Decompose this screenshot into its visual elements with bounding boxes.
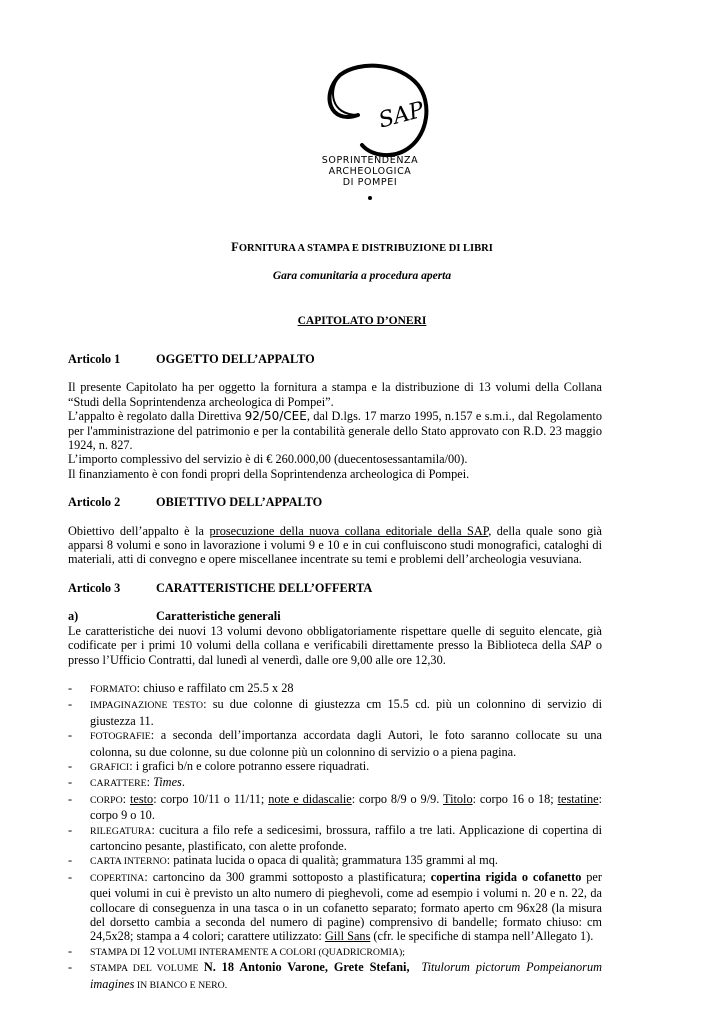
list-item-impaginazione [68, 697, 602, 728]
corpo-testo: testo [129, 791, 154, 806]
stampa12-b: VOLUMI INTERAMENTE A COLORI [155, 946, 319, 958]
article-3-heading [68, 581, 602, 595]
foto-value: : a seconda dell’importanza accordata dagli Autori, le foto saranno collocate su una colonna, su due colonne, su due colonne più un colonnino di servizio o a piena pagina. [90, 728, 602, 759]
section-a-heading [68, 609, 602, 623]
sap-monogram: SAP [376, 97, 427, 134]
stampa12-c: (QUADRICROMIA); [318, 946, 405, 958]
article-3-number: Articolo 3 [68, 580, 121, 595]
corpo-text-2: : corpo 8/9 o 9/9. [351, 791, 443, 806]
impag-key: IMPAGINAZIONE TESTO [90, 700, 204, 712]
document-title [0, 240, 724, 255]
formato-value: : chiuso e raffilato cm 25.5 x 28 [136, 680, 294, 695]
carattere-sep: : [146, 775, 154, 790]
list-item-copertina [68, 870, 602, 944]
carta-value: : patinata lucida o opaca di qualità; grammatura 135 grammi al mq. [166, 853, 498, 868]
cop-key: COPERTINA [90, 872, 145, 884]
foto-key: FOTOGRAFIE [90, 731, 151, 743]
cop-text-1: : cartoncino da 300 grammi sottoposto a plastificatura; [144, 869, 431, 884]
stampa12-n: 12 [142, 943, 156, 958]
title-initial: F [231, 240, 239, 254]
corpo-note: note e didascalie [268, 791, 352, 806]
carattere-value: Times [153, 775, 182, 790]
stampa18-b: N. 18 Antonio Varone, Grete Stefani, [203, 960, 410, 975]
section-a-title: Caratteristiche generali [156, 609, 281, 624]
cop-gill-sans: Gill Sans [324, 929, 371, 944]
cop-bold: copertina rigida o cofanetto [430, 869, 582, 884]
carattere-key: CARATTERE [90, 778, 147, 790]
document-body [68, 352, 602, 993]
stampa18-title: Titulorum pictorum Pompeianorum imagines [90, 960, 602, 991]
list-item-rilegatura [68, 823, 602, 854]
list-item-corpo [68, 792, 602, 823]
corpo-text-4: : corpo 9 o 10. [90, 791, 602, 823]
list-item-stampa-18 [68, 960, 602, 993]
logo-line-1: SOPRINTENDENZA [321, 155, 419, 166]
formato-key: FORMATO [90, 683, 137, 695]
article-3-title: CARATTERISTICHE DELL’OFFERTA [156, 580, 373, 595]
stampa12-a: STAMPA DI [90, 946, 143, 958]
rileg-value: : cucitura a filo refe a sedicesimi, brossura, raffilo a tre lati. Applicazione di copertina di cartoncino pesante, plastificato, con alette profonde. [90, 822, 602, 853]
logo-line-2: ARCHEOLOGICA [328, 166, 412, 177]
corpo-titolo: Titolo [442, 791, 473, 806]
corpo-sep: : [122, 791, 130, 806]
art2-text-a: Obiettivo dell’appalto è la [68, 523, 210, 538]
list-item-stampa-12 [68, 944, 602, 960]
article-1-paragraph-4: Il finanziamento è con fondi propri della Soprintendenza archeologica di Pompei. [68, 466, 470, 481]
article-1-paragraph-1: Il presente Capitolato ha per oggetto la fornitura a stampa e la distribuzione di 13 volumi della Collana “Studi della Soprintendenza archeologica di Pompei”. [68, 380, 602, 409]
grafici-key: GRAFICI [90, 761, 130, 773]
intro-text-a: Le caratteristiche dei nuovi 13 volumi devono obbligatoriamente rispettare quelle di seguito elencate, già codificate per i primi 10 volumi della collana e verificabili direttamente presso la Biblioteca della [68, 623, 602, 653]
article-2-heading [68, 495, 602, 509]
list-item-carta [68, 853, 602, 869]
article-1-title: OGGETTO DELL’APPALTO [156, 352, 315, 366]
article-2-title: OBIETTIVO DELL’APPALTO [156, 495, 323, 510]
grafici-value: : i grafici b/n e colore potranno essere riquadrati. [129, 758, 370, 773]
cop-text-3: (cfr. le specifiche di stampa nell’Allegato 1). [370, 929, 594, 944]
corpo-testatine: testatine [557, 791, 599, 806]
list-item-fotografie [68, 728, 602, 759]
logo-dot [368, 196, 372, 200]
impag-value: : su due colonne di giustezza cm 15.5 cd. più un colonnino di servizio di giustezza 11. [90, 697, 602, 728]
directive-number: 92/50/CEE [244, 409, 307, 424]
corpo-text-3: : corpo 16 o 18; [472, 791, 558, 806]
list-item-carattere [68, 775, 602, 791]
rileg-key: RILEGATURA [90, 825, 152, 837]
carattere-end: . [181, 775, 185, 790]
p2-text-c: , dal D.lgs. 17 marzo 1995, n.157 e s.m.i., dal Regolamento per l'amministrazione del patrimonio e per la contabilità generale dello Stato approvato con R.D. 23 maggio 1924, n. 827. [68, 409, 602, 453]
stampa18-a: STAMPA DEL VOLUME [90, 963, 204, 975]
title-rest: ORNITURA A STAMPA E DISTRIBUZIONE DI LIBRI [238, 243, 493, 254]
article-3-intro [68, 624, 602, 667]
capitolato-heading: CAPITOLATO D’ONERI [297, 315, 427, 327]
intro-text-b: o presso l’Ufficio Contratti, dal lunedì al venerdì, dalle ore 9,00 alle ore 12,30. [68, 638, 602, 667]
specifications-list [68, 681, 602, 993]
section-a-letter: a) [68, 609, 79, 624]
carta-key: CARTA INTERNO [90, 856, 167, 868]
cop-text-2: per quei volumi in cui è previsto un alto numero di pieghevoli, come ad esempio i volumi n. 20 e n. 22, da collocare di conseguenza in una tasca o in un cofanetto separato; formato aperto cm 96x28 (la misura del dorsetto cambia a seconda del numero di pagine) comprensivo di bandelle; formato chiuso: cm 24,5x28; stampa a 4 colori; carattere utilizzato: [90, 869, 602, 944]
logo-line-3: DI POMPEI [342, 177, 398, 188]
stampa18-d: IN BIANCO E NERO. [134, 979, 228, 991]
article-1-heading [68, 352, 602, 366]
article-1-paragraph-2 [68, 409, 602, 452]
article-1-number: Articolo 1 [68, 352, 121, 366]
corpo-text-1: : corpo 10/11 o 11/11; [153, 791, 269, 806]
art2-underlined: prosecuzione della nuova collana editoriale della SAP [209, 523, 489, 538]
p2-text-a: L’appalto è regolato dalla Direttiva [68, 409, 245, 424]
art2-text-c: , della quale sono già apparsi 8 volumi e sono in lavorazione i volumi 9 e 10 e in cui confluiscono studi monografici, cataloghi di materiali, atti di convegno e opere miscellanee incentrate su temi e problemi dell’archeologia vesuviana. [68, 523, 603, 567]
article-2-paragraph [68, 524, 602, 567]
list-item-grafici [68, 759, 602, 775]
document-subtitle: Gara comunitaria a procedura aperta [272, 270, 452, 282]
logo-caption [300, 155, 440, 188]
intro-sap: SAP [570, 638, 592, 653]
article-1-paragraph-3: L’importo complessivo del servizio è di € 260.000,00 (duecentosessantamila/00). [68, 452, 468, 467]
corpo-key: CORPO [90, 794, 123, 806]
article-2-number: Articolo 2 [68, 495, 121, 510]
list-item-formato [68, 681, 602, 697]
